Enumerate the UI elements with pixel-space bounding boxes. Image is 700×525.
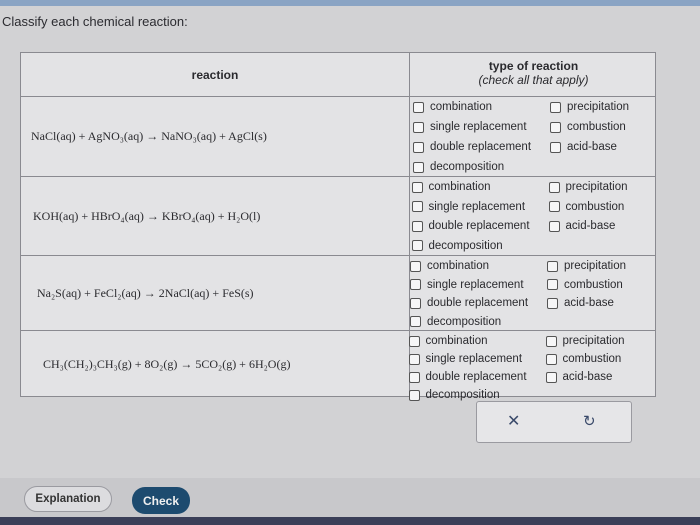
header-reaction: reaction bbox=[191, 68, 239, 82]
option-label: combustion bbox=[565, 200, 625, 213]
checkbox[interactable] bbox=[547, 279, 558, 290]
question-prompt: Classify each chemical reaction: bbox=[2, 14, 188, 29]
table-row bbox=[21, 177, 655, 256]
option-double-replacement[interactable] bbox=[409, 371, 527, 383]
checkbox[interactable] bbox=[412, 182, 423, 193]
reaction-type-options bbox=[410, 177, 657, 255]
option-combustion[interactable] bbox=[547, 279, 623, 291]
option-single-replacement[interactable] bbox=[410, 279, 524, 291]
reaction-equation: CH₃(CH₂)₃CH₃(g) + 8O₂(g) → 5CO₂(g) + 6H₂O(g) bbox=[43, 357, 291, 371]
checkbox[interactable] bbox=[413, 102, 424, 113]
checkbox[interactable] bbox=[409, 354, 420, 365]
checkbox[interactable] bbox=[413, 122, 424, 133]
option-decomposition[interactable] bbox=[412, 240, 503, 252]
option-combustion[interactable] bbox=[549, 201, 625, 213]
option-label: single replacement bbox=[428, 200, 526, 213]
option-combination[interactable] bbox=[410, 260, 489, 272]
checkbox[interactable] bbox=[409, 372, 420, 383]
checkbox[interactable] bbox=[409, 390, 420, 401]
checkbox[interactable] bbox=[550, 122, 561, 133]
option-label: double replacement bbox=[425, 371, 527, 383]
checkbox[interactable] bbox=[550, 102, 561, 113]
checkbox[interactable] bbox=[546, 354, 557, 365]
checkbox[interactable] bbox=[547, 298, 558, 309]
table-header bbox=[21, 53, 655, 97]
option-combination[interactable] bbox=[412, 181, 491, 193]
option-combustion[interactable] bbox=[550, 121, 626, 133]
option-label: combination bbox=[425, 335, 488, 347]
reaction-equation: Na₂S(aq) + FeCl₂(aq) → 2NaCl(aq) + FeS(s) bbox=[37, 285, 254, 300]
option-label: double replacement bbox=[427, 297, 529, 309]
option-label: acid-base bbox=[567, 141, 617, 153]
explanation-button[interactable]: Explanation bbox=[24, 486, 112, 512]
option-precipitation[interactable] bbox=[547, 260, 626, 272]
checkbox[interactable] bbox=[410, 298, 421, 309]
header-type-note: (check all that apply) bbox=[478, 73, 589, 87]
option-label: decomposition bbox=[425, 389, 500, 401]
table-row bbox=[21, 256, 655, 331]
option-label: acid-base bbox=[564, 297, 614, 309]
option-single-replacement[interactable] bbox=[412, 201, 526, 213]
checkbox[interactable] bbox=[546, 336, 557, 347]
option-label: combustion bbox=[564, 278, 623, 291]
checkbox[interactable] bbox=[409, 336, 420, 347]
checkbox[interactable] bbox=[549, 182, 560, 193]
option-label: decomposition bbox=[428, 239, 503, 252]
checkbox[interactable] bbox=[550, 142, 561, 153]
reaction-type-options bbox=[410, 331, 657, 401]
classification-table bbox=[20, 52, 656, 401]
option-decomposition[interactable] bbox=[409, 389, 500, 401]
reaction-type-options bbox=[410, 256, 657, 330]
option-label: double replacement bbox=[430, 141, 532, 153]
header-type bbox=[410, 59, 657, 87]
checkbox[interactable] bbox=[410, 316, 421, 327]
reaction-equation: KOH(aq) + HBrO₄(aq) → KBrO₄(aq) + H₂O(l) bbox=[33, 208, 261, 223]
option-label: precipitation bbox=[564, 260, 627, 272]
option-label: acid-base bbox=[565, 220, 616, 232]
check-button[interactable]: Check bbox=[132, 487, 190, 514]
option-label: single replacement bbox=[427, 278, 524, 291]
checkbox[interactable] bbox=[549, 201, 560, 212]
option-single-replacement[interactable] bbox=[409, 353, 523, 365]
option-combustion[interactable] bbox=[546, 353, 622, 365]
table-row bbox=[21, 97, 655, 177]
checkbox[interactable] bbox=[547, 261, 558, 272]
option-combination[interactable] bbox=[409, 335, 488, 347]
option-decomposition[interactable] bbox=[413, 161, 504, 173]
option-label: decomposition bbox=[430, 161, 505, 173]
checkbox[interactable] bbox=[410, 279, 421, 290]
header-type-title: type of reaction bbox=[488, 59, 579, 73]
option-label: combination bbox=[430, 101, 493, 113]
screen-bottom-edge bbox=[0, 517, 700, 525]
option-precipitation[interactable] bbox=[546, 335, 625, 347]
option-label: precipitation bbox=[562, 335, 625, 347]
checkbox[interactable] bbox=[549, 221, 560, 232]
option-label: combustion bbox=[567, 121, 626, 133]
option-label: combination bbox=[428, 181, 491, 193]
table-row bbox=[21, 331, 655, 401]
option-label: single replacement bbox=[425, 353, 523, 365]
option-double-replacement[interactable] bbox=[413, 141, 531, 153]
reaction-equation: NaCl(aq) + AgNO₃(aq) → NaNO₃(aq) + AgCl(s) bbox=[31, 129, 267, 143]
option-label: acid-base bbox=[562, 371, 613, 383]
option-acid-base[interactable] bbox=[547, 297, 614, 309]
option-precipitation[interactable] bbox=[550, 101, 629, 113]
option-acid-base[interactable] bbox=[549, 220, 616, 232]
window-top-edge bbox=[0, 0, 700, 6]
answer-toolbar bbox=[476, 401, 632, 443]
option-acid-base[interactable] bbox=[546, 371, 613, 383]
checkbox[interactable] bbox=[412, 240, 423, 251]
option-label: combination bbox=[427, 260, 490, 272]
option-label: combustion bbox=[562, 353, 622, 365]
reaction-type-options bbox=[410, 97, 657, 176]
checkbox[interactable] bbox=[413, 162, 424, 173]
option-precipitation[interactable] bbox=[549, 181, 628, 193]
option-label: precipitation bbox=[565, 181, 628, 193]
option-label: double replacement bbox=[428, 220, 530, 232]
option-double-replacement[interactable] bbox=[410, 297, 528, 309]
checkbox[interactable] bbox=[546, 372, 557, 383]
option-decomposition[interactable] bbox=[410, 316, 501, 328]
option-label: decomposition bbox=[427, 315, 502, 328]
option-label: single replacement bbox=[430, 121, 527, 133]
option-acid-base[interactable] bbox=[550, 141, 617, 153]
checkbox[interactable] bbox=[412, 221, 423, 232]
option-single-replacement[interactable] bbox=[413, 121, 527, 133]
checkbox[interactable] bbox=[410, 261, 421, 272]
option-label: precipitation bbox=[567, 101, 630, 113]
checkbox[interactable] bbox=[412, 201, 423, 212]
redo-icon[interactable]: ↻ bbox=[583, 413, 596, 430]
option-combination[interactable] bbox=[413, 101, 492, 113]
checkbox[interactable] bbox=[413, 142, 424, 153]
x-icon[interactable]: ✕ bbox=[507, 413, 521, 430]
option-double-replacement[interactable] bbox=[412, 220, 530, 232]
